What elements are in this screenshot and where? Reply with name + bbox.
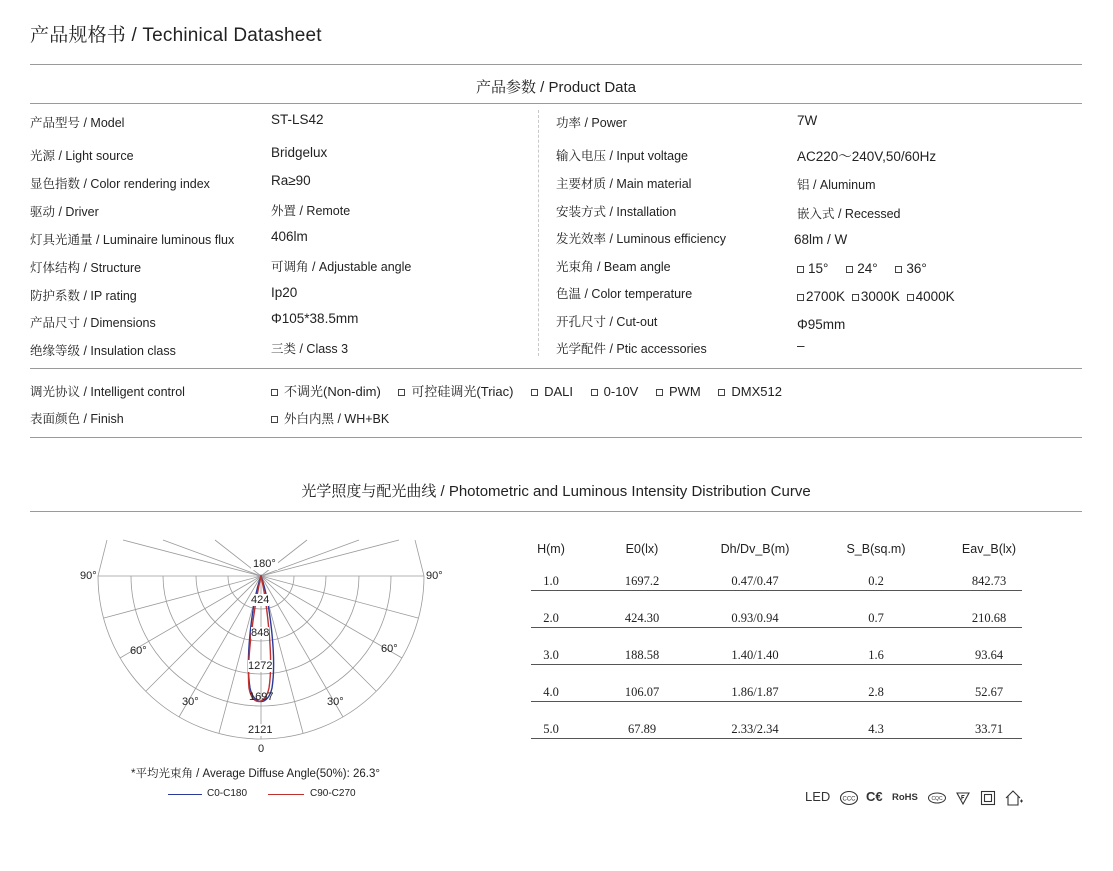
spec-value-installation: 嵌入式 / Recessed — [797, 207, 901, 221]
spec-label-accessories: 光学配件 / Ptic accessories — [556, 342, 707, 356]
spec-value-insulation: 三类 / Class 3 — [271, 342, 349, 356]
cct-option-2700[interactable]: 2700K — [797, 289, 845, 304]
table-cell: 1.6 — [868, 648, 884, 662]
control-option-pwm[interactable]: PWM — [656, 384, 701, 399]
spec-label-efficiency: 发光效率 / Luminous efficiency — [556, 232, 726, 246]
spec-label-model: 产品型号 / Model — [30, 116, 125, 130]
table-cell: 67.89 — [627, 722, 657, 736]
f-mark-icon — [955, 790, 971, 806]
spec-value-material: 铝 / Aluminum — [797, 178, 876, 192]
table-header-s-b: S_B(sq.m) — [846, 542, 906, 556]
polar-label-right-30: 30° — [327, 696, 344, 708]
spec-label-input-voltage: 输入电压 / Input voltage — [556, 149, 689, 163]
table-cell: 188.58 — [624, 648, 660, 662]
checkbox-icon — [271, 416, 278, 423]
spec-label-cct: 色温 / Color temperature — [556, 287, 693, 301]
spec-value-efficiency: 68lm / W — [794, 232, 848, 247]
beam-angle-options — [797, 261, 927, 276]
table-cell: 4.3 — [868, 722, 884, 736]
control-option-non-dim[interactable]: 不调光(Non-dim) — [271, 384, 381, 399]
product-data-title: 产品参数 / Product Data — [475, 79, 637, 96]
spec-value-light-source: Bridgelux — [271, 145, 328, 160]
ring-value-1697: 1697 — [249, 691, 274, 703]
control-label: 调光协议 / Intelligent control — [30, 385, 185, 399]
spec-label-beam-angle: 光束角 / Beam angle — [556, 260, 671, 274]
checkbox-icon — [797, 266, 804, 273]
ring-value-424: 424 — [251, 594, 270, 606]
spec-value-flux: 406lm — [271, 229, 308, 244]
spec-label-ip: 防护系数 / IP rating — [30, 289, 137, 303]
spec-value-structure: 可调角 / Adjustable angle — [271, 260, 412, 274]
spec-label-driver: 驱动 / Driver — [30, 205, 99, 219]
legend-line-c90 — [268, 794, 304, 795]
spec-value-input-voltage: AC220～240V,50/60Hz — [797, 149, 937, 164]
table-cell: 210.68 — [971, 611, 1007, 625]
table-cell: 842.73 — [971, 574, 1007, 588]
spec-value-driver: 外置 / Remote — [271, 204, 351, 218]
spec-value-power: 7W — [797, 113, 818, 128]
table-row-divider — [531, 701, 1022, 702]
spec-label-material: 主要材质 / Main material — [556, 177, 692, 191]
control-options — [271, 381, 782, 400]
polar-label-right-90: 90° — [426, 570, 443, 582]
cqc-icon — [927, 792, 947, 804]
table-cell: 0.93/0.94 — [731, 611, 779, 625]
checkbox-icon — [907, 294, 914, 301]
control-option-0-10v[interactable]: 0-10V — [591, 384, 639, 399]
spec-value-accessories: – — [797, 338, 805, 353]
spec-value-ip: Ip20 — [271, 285, 298, 300]
table-header-dh-dv: Dh/Dv_B(m) — [720, 542, 790, 556]
divider — [30, 64, 1082, 65]
table-row-divider — [531, 590, 1022, 591]
divider — [30, 511, 1082, 512]
checkbox-icon — [271, 389, 278, 396]
led-mark: LED — [805, 789, 831, 804]
spec-value-dimensions: Φ105*38.5mm — [271, 311, 359, 326]
checkbox-icon — [591, 389, 598, 396]
checkbox-icon — [718, 389, 725, 396]
beam-option-15[interactable]: 15° — [797, 261, 828, 276]
beam-option-36[interactable]: 36° — [895, 261, 926, 276]
table-cell: 0.7 — [868, 611, 884, 625]
table-cell: 1697.2 — [624, 574, 660, 588]
table-cell: 33.71 — [974, 722, 1004, 736]
table-cell: 93.64 — [974, 648, 1004, 662]
spec-label-cri: 显色指数 / Color rendering index — [30, 177, 210, 191]
legend-line-c0 — [168, 794, 202, 795]
polar-label-right-60: 60° — [381, 643, 398, 655]
beam-option-24[interactable]: 24° — [846, 261, 877, 276]
table-cell: 2.33/2.34 — [731, 722, 779, 736]
divider — [30, 368, 1082, 369]
table-cell: 3.0 — [543, 648, 559, 662]
spec-label-insulation: 绝缘等级 / Insulation class — [30, 344, 176, 358]
spec-label-light-source: 光源 / Light source — [30, 149, 134, 163]
control-option-dali[interactable]: DALI — [531, 384, 573, 399]
table-header-e0: E0(lx) — [625, 542, 659, 556]
spec-label-structure: 灯体结构 / Structure — [30, 261, 142, 275]
ccc-text: CCC — [842, 796, 856, 803]
spec-value-cri: Ra≥90 — [271, 173, 311, 188]
checkbox-icon — [398, 389, 405, 396]
table-cell: 4.0 — [543, 685, 559, 699]
table-cell: 2.8 — [868, 685, 884, 699]
spec-value-model: ST-LS42 — [271, 112, 324, 127]
checkbox-icon — [531, 389, 538, 396]
table-cell: 5.0 — [543, 722, 559, 736]
cct-option-3000[interactable]: 3000K — [852, 289, 900, 304]
control-option-triac[interactable]: 可控硅调光(Triac) — [398, 384, 513, 399]
spec-label-flux: 灯具光通量 / Luminaire luminous flux — [30, 233, 235, 247]
polar-label-0: 0 — [258, 743, 265, 755]
divider — [30, 437, 1082, 438]
page-title: 产品规格书 / Techinical Datasheet — [30, 25, 322, 46]
ce-mark: C€ — [866, 789, 883, 804]
table-cell: 424.30 — [624, 611, 660, 625]
table-cell: 0.47/0.47 — [731, 574, 779, 588]
diffuse-angle-note: *平均光束角 / Average Diffuse Angle(50%): 26.3° — [131, 768, 380, 780]
column-divider — [538, 110, 539, 356]
table-cell: 1.0 — [543, 574, 559, 588]
table-cell: 0.2 — [868, 574, 884, 588]
ring-value-1272: 1272 — [248, 660, 273, 672]
control-option-dmx512[interactable]: DMX512 — [718, 384, 782, 399]
finish-options — [271, 409, 389, 427]
spec-label-power: 功率 / Power — [556, 116, 627, 130]
table-row-divider — [531, 664, 1022, 665]
polar-label-left-30: 30° — [182, 696, 199, 708]
divider — [30, 103, 1082, 104]
spec-label-cutout: 开孔尺寸 / Cut-out — [556, 315, 658, 329]
polar-label-left-90: 90° — [80, 570, 97, 582]
table-cell: 2.0 — [543, 611, 559, 625]
polar-label-left-60: 60° — [130, 645, 147, 657]
spec-label-dimensions: 产品尺寸 / Dimensions — [30, 316, 156, 330]
legend-label-c0: C0-C180 — [207, 788, 248, 799]
checkbox-icon — [895, 266, 902, 273]
cct-options — [797, 289, 955, 304]
table-cell: 106.07 — [624, 685, 660, 699]
table-header-eav: Eav_B(lx) — [961, 542, 1017, 556]
table-row-divider — [531, 738, 1022, 739]
indoor-use-icon — [1004, 789, 1024, 807]
ring-value-2121: 2121 — [248, 724, 273, 736]
table-row-divider — [531, 627, 1022, 628]
checkbox-icon — [846, 266, 853, 273]
table-cell: 1.86/1.87 — [731, 685, 779, 699]
legend-label-c90: C90-C270 — [310, 788, 356, 799]
table-cell: 1.40/1.40 — [731, 648, 779, 662]
spec-value-cutout: Φ95mm — [797, 317, 846, 332]
photometric-title: 光学照度与配光曲线 / Photometric and Luminous Intensity Distribution Curve — [301, 483, 811, 500]
finish-option-wh-bk[interactable]: 外白内黑 / WH+BK — [271, 412, 389, 426]
polar-label-180: 180° — [253, 558, 276, 570]
table-cell: 52.67 — [974, 685, 1004, 699]
cqc-text: CQC — [931, 796, 943, 802]
ring-value-848: 848 — [251, 627, 270, 639]
table-header-h: H(m) — [537, 542, 565, 556]
checkbox-icon — [852, 294, 859, 301]
ccc-icon — [839, 790, 859, 806]
class-iii-icon — [980, 790, 996, 806]
cct-option-4000[interactable]: 4000K — [907, 289, 955, 304]
rohs-mark: RoHS — [892, 792, 918, 803]
checkbox-icon — [797, 294, 804, 301]
checkbox-icon — [656, 389, 663, 396]
finish-label: 表面颜色 / Finish — [30, 412, 124, 426]
spec-label-installation: 安装方式 / Installation — [556, 205, 677, 219]
